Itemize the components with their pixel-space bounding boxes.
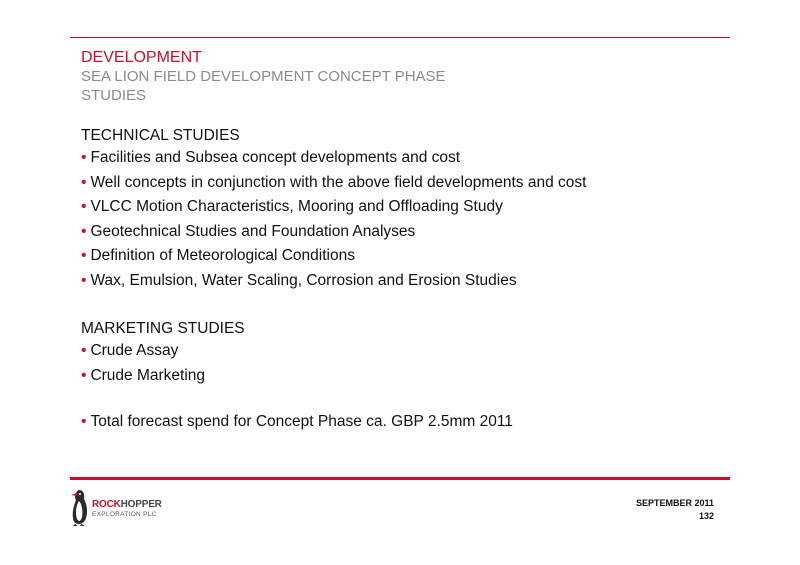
bullet-icon: •	[81, 247, 87, 264]
list-item-text: Definition of Meteorological Conditions	[90, 247, 355, 264]
list-item-text: Well concepts in conjunction with the above field developments and cost	[90, 173, 587, 191]
list-item-text: Facilities and Subsea concept developments and cost	[90, 149, 461, 166]
bullet-icon: •	[81, 413, 87, 430]
list-item-text: Crude Assay	[90, 342, 179, 359]
list-item-text: Wax, Emulsion, Water Scaling, Corrosion and Erosion Studies	[90, 271, 517, 289]
page-number: 132	[698, 511, 714, 521]
list-item	[81, 341, 586, 366]
bullet-icon: •	[81, 342, 87, 359]
bottom-rule	[70, 477, 730, 480]
list-item	[81, 246, 586, 271]
list-item	[81, 173, 586, 198]
slide-subtitle-line2: STUDIES	[81, 87, 147, 104]
footer-info	[636, 497, 714, 523]
list-item-text: VLCC Motion Characteristics, Mooring and Offloading Study	[90, 198, 503, 215]
technical-studies-heading: TECHNICAL STUDIES	[81, 127, 240, 144]
company-logo	[70, 487, 170, 527]
spacer	[81, 295, 586, 319]
list-item-text: Crude Marketing	[90, 366, 206, 384]
bullet-icon: •	[81, 198, 87, 215]
slide-header	[81, 48, 446, 105]
spacer	[81, 390, 586, 412]
bullet-icon: •	[81, 366, 87, 384]
bullet-icon: •	[81, 271, 87, 289]
marketing-studies-heading: MARKETING STUDIES	[81, 320, 245, 337]
top-rule	[70, 37, 730, 38]
footer-date: SEPTEMBER 2011	[635, 498, 714, 508]
bullet-icon: •	[81, 149, 87, 166]
slide-title: DEVELOPMENT	[81, 49, 202, 66]
slide-body	[81, 126, 586, 437]
list-item	[81, 271, 586, 296]
list-item	[81, 222, 586, 247]
logo-wordmark: ROCKHOPPER	[92, 499, 162, 510]
total-forecast-item	[81, 412, 586, 437]
list-item	[81, 148, 586, 173]
penguin-icon	[70, 487, 90, 527]
bullet-icon: •	[81, 173, 87, 191]
logo-subtitle: EXPLORATION PLC	[92, 511, 157, 518]
bullet-icon: •	[81, 222, 87, 240]
list-item	[81, 197, 586, 222]
list-item	[81, 366, 586, 391]
slide-subtitle-line1: SEA LION FIELD DEVELOPMENT CONCEPT PHASE	[81, 68, 446, 85]
list-item-text: Geotechnical Studies and Foundation Analyses	[90, 222, 416, 240]
total-forecast-text: Total forecast spend for Concept Phase ca. GBP 2.5mm 2011	[90, 413, 513, 430]
